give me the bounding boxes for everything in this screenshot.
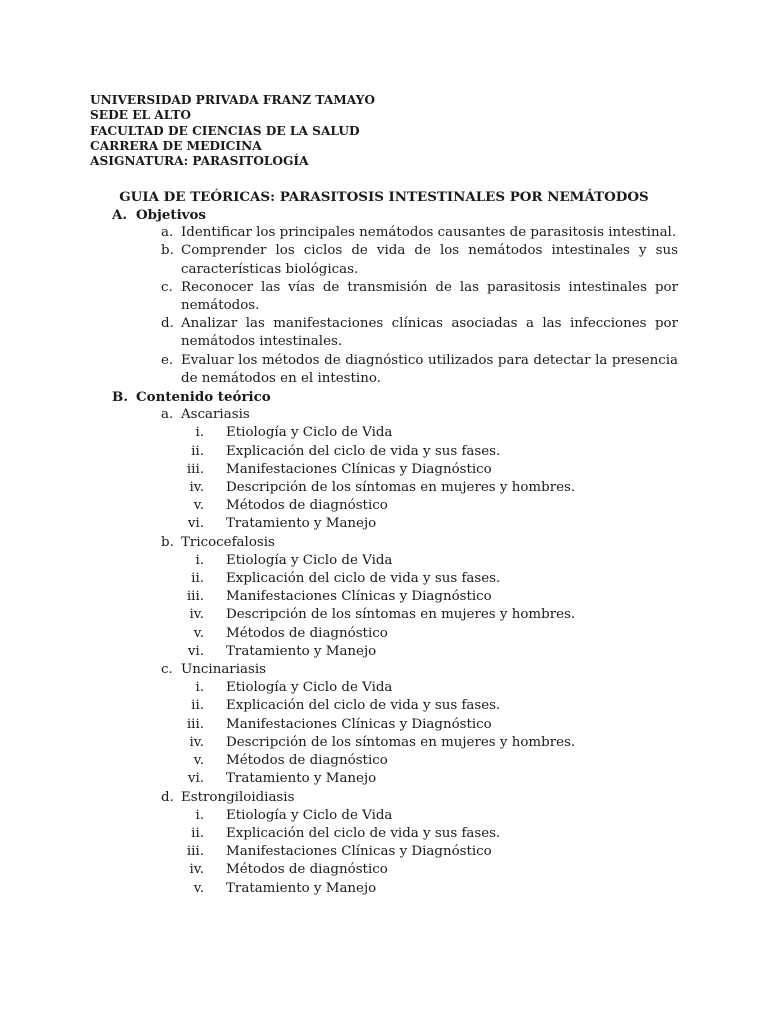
objective-marker-text: d. bbox=[161, 316, 174, 332]
subtopic-item bbox=[112, 825, 678, 843]
subtopic-item bbox=[112, 752, 678, 770]
subtopic-marker: iv. bbox=[189, 734, 204, 750]
header-line: UNIVERSIDAD PRIVADA FRANZ TAMAYO bbox=[90, 93, 375, 107]
subtopic-text: Etiología y Ciclo de Vida bbox=[226, 425, 393, 441]
subtopic-marker: i. bbox=[195, 807, 204, 823]
subtopic-text: Tratamiento y Manejo bbox=[226, 643, 377, 659]
subtopic-marker: ii. bbox=[191, 443, 204, 459]
objective-text: Identificar los principales nemátodos causantes de parasitosis intestinal. bbox=[181, 225, 677, 241]
objective-marker bbox=[112, 224, 181, 242]
subtopic-item bbox=[112, 679, 678, 697]
topic-item bbox=[112, 406, 678, 424]
section-title: Contenido teórico bbox=[136, 389, 271, 406]
subtopic-text: Métodos de diagnóstico bbox=[226, 753, 388, 769]
objective-text: Reconocer las vías de transmisión de las parasitosis intestinales por nemátodos. bbox=[181, 279, 678, 314]
objective-item bbox=[112, 352, 678, 388]
objective-marker-text: e. bbox=[161, 352, 174, 368]
subtopic-marker: v. bbox=[193, 625, 204, 641]
subtopic-text: Tratamiento y Manejo bbox=[226, 771, 377, 787]
objective-item bbox=[112, 224, 678, 242]
subtopic-marker: vi. bbox=[187, 516, 204, 532]
section-marker: A. bbox=[112, 207, 128, 223]
topic-item bbox=[112, 661, 678, 679]
objective-item bbox=[112, 315, 678, 351]
objective-text: Analizar las manifestaciones clínicas asociadas a las infecciones por nemátodos intestinales. bbox=[181, 316, 678, 350]
subtopic-text: Descripción de los síntomas en mujeres y hombres. bbox=[226, 480, 576, 496]
topic-marker bbox=[112, 534, 181, 552]
subtopic-text: Métodos de diagnóstico bbox=[226, 862, 388, 878]
subtopic-text: Explicación del ciclo de vida y sus fases. bbox=[226, 443, 501, 459]
topic-item bbox=[112, 534, 678, 552]
topic-item bbox=[112, 789, 678, 807]
objective-item bbox=[112, 279, 678, 315]
subtopic-marker: iv. bbox=[189, 607, 204, 623]
topic-marker-text: a. bbox=[161, 407, 174, 423]
subtopic-text: Explicación del ciclo de vida y sus fases. bbox=[226, 698, 501, 714]
section-title: Objetivos bbox=[136, 207, 206, 223]
topic-name: Estrongiloidiasis bbox=[181, 789, 295, 805]
subtopic-marker: iii. bbox=[186, 844, 204, 860]
subtopic-marker: v. bbox=[193, 753, 204, 769]
header-line: SEDE EL ALTO bbox=[90, 108, 192, 123]
objectives-list bbox=[112, 224, 678, 388]
subtopic-item bbox=[112, 880, 678, 898]
document-title: GUIA DE TEÓRICAS: PARASITOSIS INTESTINALES POR NEMÁTODOS bbox=[119, 189, 649, 205]
topic-name: Ascariasis bbox=[181, 407, 250, 423]
subtopic-marker: i. bbox=[195, 552, 204, 568]
subtopic-item bbox=[112, 570, 678, 588]
topic-marker bbox=[112, 789, 181, 807]
subtopic-marker: ii. bbox=[191, 571, 204, 587]
subtopic-text: Manifestaciones Clínicas y Diagnóstico bbox=[226, 461, 492, 477]
subtopic-item bbox=[112, 697, 678, 715]
subtopic-text: Etiología y Ciclo de Vida bbox=[226, 680, 393, 696]
subtopic-marker: iii. bbox=[186, 461, 204, 477]
objective-marker bbox=[112, 352, 181, 388]
subtopic-marker: iv. bbox=[189, 862, 204, 878]
subtopic-text: Etiología y Ciclo de Vida bbox=[226, 552, 393, 568]
subtopic-marker: iv. bbox=[189, 480, 204, 496]
subtopic-item bbox=[112, 588, 678, 606]
subtopic-item bbox=[112, 461, 678, 479]
subtopic-text: Tratamiento y Manejo bbox=[226, 516, 377, 532]
header-line: FACULTAD DE CIENCIAS DE LA SALUD bbox=[90, 123, 360, 138]
subtopic-item bbox=[112, 734, 678, 752]
subtopic-text: Manifestaciones Clínicas y Diagnóstico bbox=[226, 589, 492, 605]
objective-marker bbox=[112, 242, 181, 278]
subtopic-text: Descripción de los síntomas en mujeres y hombres. bbox=[226, 607, 576, 623]
subtopic-item bbox=[112, 515, 678, 533]
document-body bbox=[112, 206, 678, 898]
subtopic-marker: i. bbox=[195, 680, 204, 696]
subtopic-item bbox=[112, 443, 678, 461]
subtopic-item bbox=[112, 625, 678, 643]
objective-text: Comprender los ciclos de vida de los nemátodos intestinales y sus características biológicas. bbox=[181, 243, 678, 277]
subtopic-marker: iii. bbox=[186, 589, 204, 605]
topic-name: Uncinariasis bbox=[181, 662, 266, 678]
subtopic-text: Explicación del ciclo de vida y sus fases. bbox=[226, 825, 501, 841]
subtopic-marker: v. bbox=[193, 880, 204, 896]
subtopic-text: Descripción de los síntomas en mujeres y hombres. bbox=[226, 734, 576, 750]
objective-marker-text: c. bbox=[161, 279, 173, 295]
subtopic-marker: vi. bbox=[187, 771, 204, 787]
subtopic-item bbox=[112, 861, 678, 879]
subtopic-marker: vi. bbox=[187, 643, 204, 659]
objective-marker bbox=[112, 279, 181, 315]
subtopic-item bbox=[112, 843, 678, 861]
topic-name: Tricocefalosis bbox=[181, 534, 275, 550]
section-b-heading bbox=[112, 388, 678, 406]
subtopic-marker: i. bbox=[195, 425, 204, 441]
section-marker: B. bbox=[112, 389, 128, 406]
objective-text: Evaluar los métodos de diagnóstico utilizados para detectar la presencia de nemátodos en el intestino. bbox=[181, 352, 678, 386]
subtopic-item bbox=[112, 770, 678, 788]
topic-marker-text: c. bbox=[161, 662, 173, 678]
subtopic-text: Explicación del ciclo de vida y sus fases. bbox=[226, 571, 501, 587]
subtopic-item bbox=[112, 606, 678, 624]
objective-marker-text: b. bbox=[161, 243, 174, 259]
subtopic-item bbox=[112, 424, 678, 442]
subtopic-text: Métodos de diagnóstico bbox=[226, 498, 388, 514]
objective-item bbox=[112, 242, 678, 278]
section-a-heading bbox=[112, 206, 678, 224]
subtopic-text: Manifestaciones Clínicas y Diagnóstico bbox=[226, 716, 492, 732]
header-line: CARRERA DE MEDICINA bbox=[90, 138, 262, 153]
topic-marker-text: b. bbox=[161, 534, 174, 550]
subtopic-text: Métodos de diagnóstico bbox=[226, 625, 388, 641]
objective-marker bbox=[112, 315, 181, 351]
subtopic-text: Manifestaciones Clínicas y Diagnóstico bbox=[226, 844, 492, 860]
subtopic-marker: iii. bbox=[186, 716, 204, 732]
subtopic-marker: v. bbox=[193, 498, 204, 514]
topic-marker bbox=[112, 661, 181, 679]
subtopic-item bbox=[112, 807, 678, 825]
topic-marker bbox=[112, 406, 181, 424]
subtopic-marker: ii. bbox=[191, 698, 204, 714]
content-topics-list bbox=[112, 406, 678, 897]
subtopic-item bbox=[112, 479, 678, 497]
subtopic-item bbox=[112, 497, 678, 515]
header-line: ASIGNATURA: PARASITOLOGÍA bbox=[90, 154, 309, 169]
institution-header bbox=[90, 93, 375, 169]
subtopic-item bbox=[112, 643, 678, 661]
objective-marker-text: a. bbox=[161, 225, 174, 241]
subtopic-item bbox=[112, 552, 678, 570]
subtopic-item bbox=[112, 716, 678, 734]
subtopic-marker: ii. bbox=[191, 825, 204, 841]
subtopic-text: Etiología y Ciclo de Vida bbox=[226, 807, 393, 823]
topic-marker-text: d. bbox=[161, 789, 174, 805]
subtopic-text: Tratamiento y Manejo bbox=[226, 880, 377, 896]
